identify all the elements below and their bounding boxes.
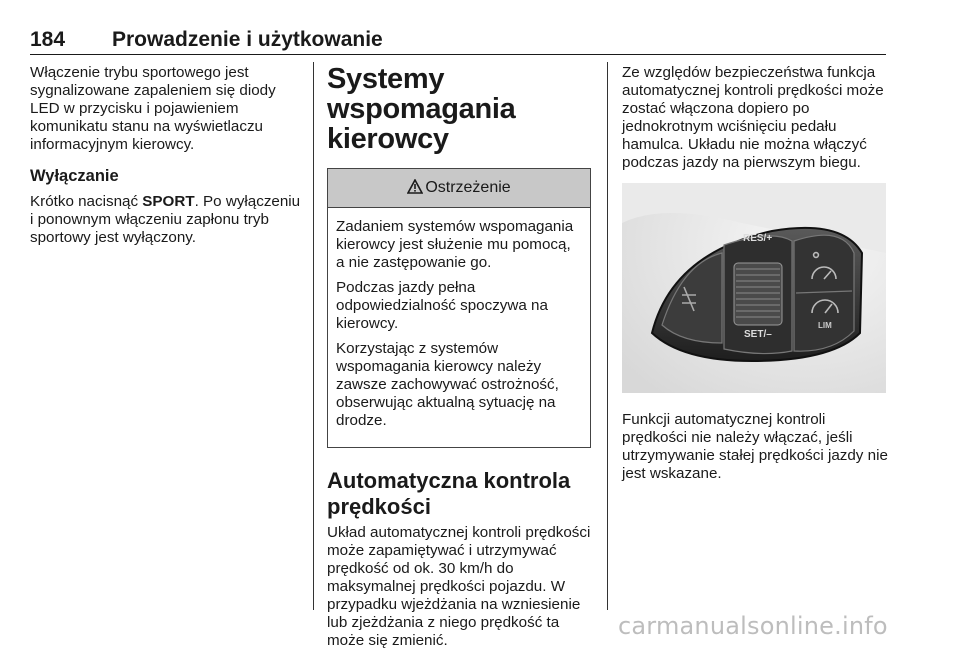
- warning-triangle-icon: [407, 178, 423, 199]
- column-2: [327, 64, 593, 650]
- keyword-sport: SPORT: [142, 193, 195, 210]
- warning-paragraph: Zadaniem systemów wspomagania kierowcy jest służenie mu pomocą, a nie zastępowanie go.: [336, 218, 574, 271]
- section-title: Systemy wspomagania kierowcy: [327, 63, 516, 155]
- warning-paragraph: Korzystając z systemów wspomagania kierowcy należy zawsze zachowywać ostrożność, obserwując aktualną sytuację na drodze.: [336, 340, 559, 429]
- warning-body: [328, 208, 590, 430]
- column-3: [622, 64, 888, 483]
- column-1: [30, 64, 302, 247]
- page-header: [30, 28, 886, 52]
- paragraph-cruise-control: Układ automatycznej kontroli prędkości może zapamiętywać i utrzymywać prędkość od ok. 30 km/h do maksymalnej prędkości pojazdu. W przypadku wjeżdżania na wzniesienie lub zjeżdżania z niego prędkość ta może się zmienić.: [327, 524, 591, 649]
- subheading-wylaczanie: Wyłączanie: [30, 167, 119, 185]
- watermark: carmanualsonline.info: [618, 612, 888, 640]
- warning-box: [327, 168, 591, 448]
- lim-label: LIM: [818, 321, 832, 330]
- warning-header: [328, 169, 590, 208]
- page-number: 184: [30, 28, 66, 51]
- running-title: Prowadzenie i użytkowanie: [112, 28, 383, 51]
- paragraph-sport-mode: Włączenie trybu sportowego jest sygnalizowane zapaleniem się diody LED w przycisku i pojawieniem komunikatu stanu na wyświetlaczu informacyjnym kierowcy.: [30, 64, 276, 153]
- steering-wheel-controls-photo: [622, 183, 886, 393]
- paragraph-switch-off: [30, 193, 302, 247]
- res-plus-label: RES/+: [743, 233, 773, 244]
- paragraph-safety: Ze względów bezpieczeństwa funkcja automatycznej kontroli prędkości może zostać włączona dopiero po jednokrotnym wciśnięciu pedału hamulca. Układu nie można włączyć podczas jazdy na pierwszym biegu.: [622, 64, 884, 171]
- column-divider-2: [607, 62, 608, 610]
- warning-title: Ostrzeżenie: [425, 179, 511, 196]
- subsection-title: Automatyczna kontrola prędkości: [327, 468, 571, 519]
- text-fragment: . Po wyłączeniu i ponownym włączeniu zapłonu tryb sportowy jest wyłączony.: [30, 193, 301, 246]
- warning-paragraph: Podczas jazdy pełna odpowiedzialność spoczywa na kierowcy.: [336, 279, 548, 332]
- text-fragment: Krótko nacisnąć: [30, 193, 143, 210]
- paragraph-warning-use: Funkcji automatycznej kontroli prędkości nie należy włączać, jeśli utrzymywanie stałej prędkości jazdy nie jest wskazane.: [622, 411, 888, 482]
- set-minus-label: SET/–: [744, 329, 772, 340]
- header-rule: [30, 54, 886, 55]
- column-divider-1: [313, 62, 314, 610]
